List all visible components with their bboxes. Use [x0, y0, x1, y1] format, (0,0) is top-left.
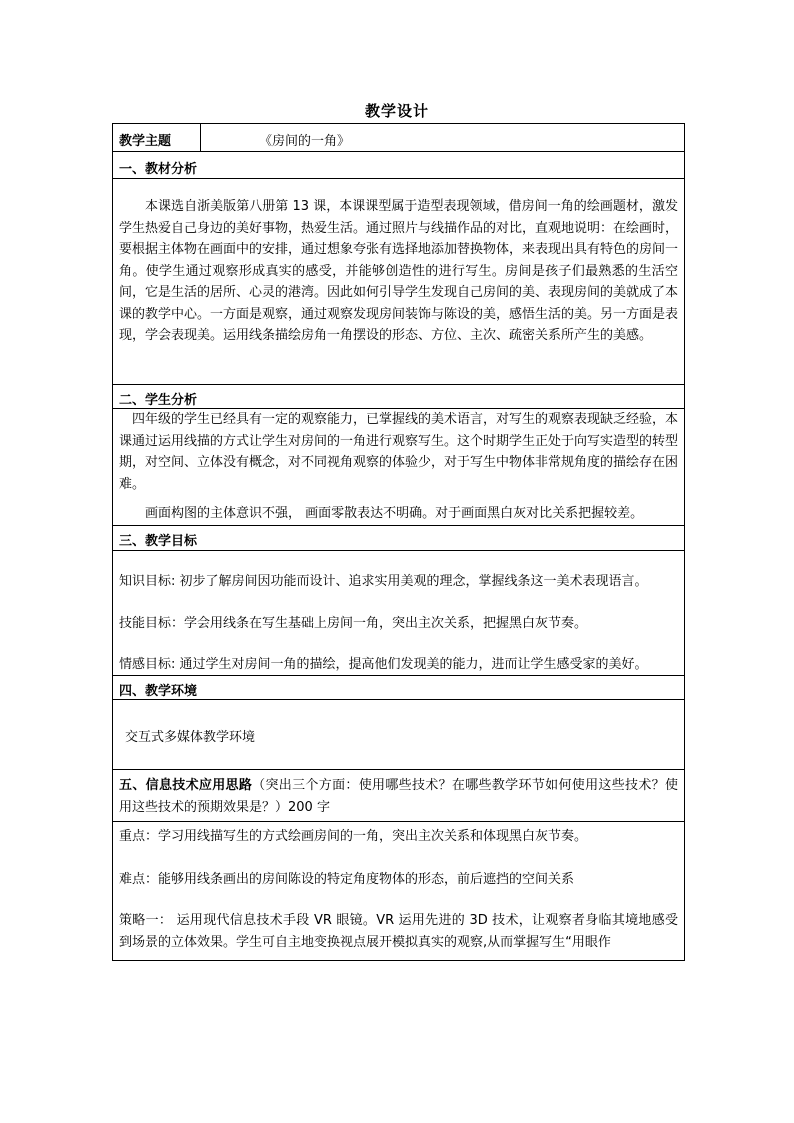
section-2-heading: 二、学生分析: [113, 384, 684, 408]
section-4-heading: 四、教学环境: [113, 675, 684, 699]
topic-value: 《房间的一角》: [259, 134, 351, 149]
difficulty-point: 难点：能够用线条画出的房间陈设的特定角度物体的形态，前后遮挡的空间关系: [119, 871, 575, 887]
section-5-instructions: （突出三个方面：使用哪些技术？在哪些教学环节如何使用这些技术？使用这些技术的预期效果是？）200 字: [119, 778, 678, 815]
section-5-title: 五、信息技术应用思路: [119, 778, 253, 793]
section-3-body: [113, 550, 684, 675]
knowledge-goal: 知识目标: 初步了解房间因功能而设计、追求实用美观的理念，掌握线条这一美术表现语言。: [119, 574, 648, 589]
topic-label: 教学主题: [113, 124, 201, 151]
textbook-analysis-text: 本课选自浙美版第八册第 13 课，本课课型属于造型表现领域，借房间一角的绘画题材，激发学生热爱自己身边的美好事物，热爱生活。通过照片与线描作品的对比，直观地说明：在绘画时，要根据主体物在画面中的安排，通过想象夸张有选择地添加替换物体，来表现出具有特色的房间一角。使学生通过观察形成真实的感受，并能够创造性的进行写生。房间是孩子们最熟悉的生活空间，它是生活的居所、心灵的港湾。因此如何引导学生发现自己房间的美、表现房间的美就成了本课的教学中心。一方面是观察，通过观察发现房间装饰与陈设的美，感悟生活的美。另一方面是表现，学会表现美。运用线条描绘房角一角摆设的形态、方位、主次、疏密关系所产生的美感。: [119, 199, 679, 343]
section-2-body: [113, 408, 684, 525]
section-5-heading: [113, 769, 684, 821]
strategy-one: 策略一： 运用现代信息技术手段 VR 眼镜。VR 运用先进的 3D 技术，让观察者身临其境地感受到场景的立体效果。学生可自主地变换视点展开模拟真实的观察,从而掌握写生“用眼作: [119, 913, 678, 950]
student-analysis-paragraph-2: 画面构图的主体意识不强， 画面零散表达不明确。对于画面黑白灰对比关系把握较差。: [145, 506, 644, 521]
teaching-environment-text: 交互式多媒体教学环境: [125, 730, 256, 745]
section-4-body: [113, 699, 684, 769]
emotion-goal: 情感目标: 通过学生对房间一角的描绘，提高他们发现美的能力，进而让学生感受家的美好。: [119, 657, 648, 672]
key-point: 重点：学习用线描写生的方式绘画房间的一角，突出主次关系和体现黑白灰节奏。: [119, 829, 588, 844]
document-title: 教学设计: [364, 102, 429, 120]
lesson-plan-table: [112, 123, 685, 961]
skill-goal: 技能目标：学会用线条在写生基础上房间一角，突出主次关系，把握黑白灰节奏。: [119, 615, 588, 631]
section-1-heading: 一、教材分析: [113, 151, 684, 178]
section-3-heading: 三、教学目标: [113, 525, 684, 550]
topic-row: [113, 124, 684, 151]
section-5-body: [113, 821, 684, 960]
student-analysis-paragraph-1: 四年级的学生已经具有一定的观察能力，已掌握线的美术语言，对写生的观察表现缺乏经验，本课通过运用线描的方式让学生对房间的一角进行观察写生。这个时期学生正处于向写实造型的转型期，对空间、立体没有概念，对不同视角观察的体验少，对于写生中物体非常规角度的描绘存在困难。: [119, 412, 679, 492]
section-1-body: [113, 178, 684, 384]
